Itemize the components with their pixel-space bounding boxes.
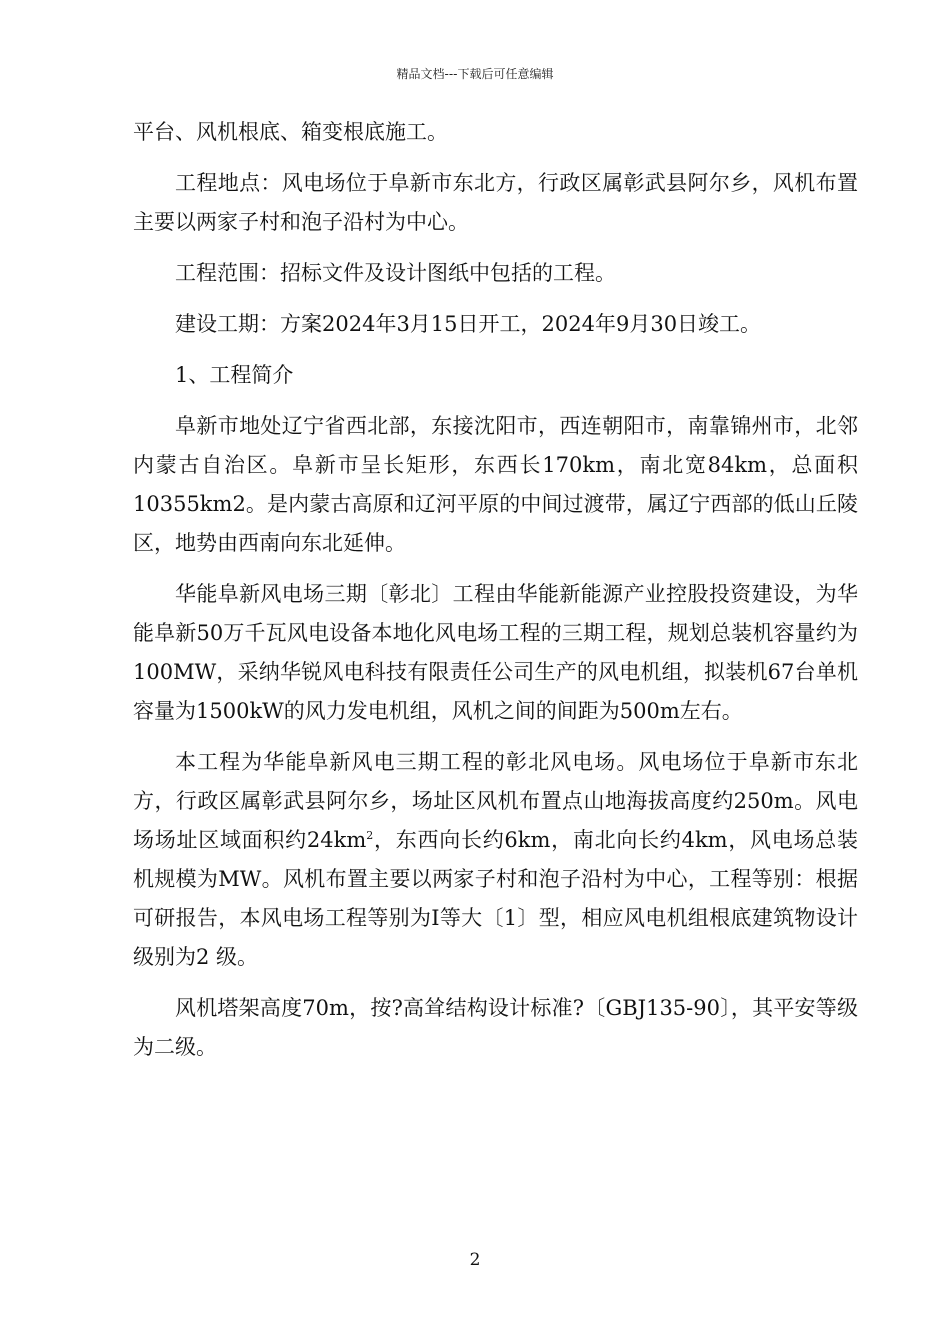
wind-farm-text-before-sup: 本工程为华能阜新风电三期工程的彰北风电场。风电场位于阜新市东北方，行政区属彰武县阿尔乡，场址区风机布置点山地海拔高度约250m。风电场场址区域面积约24km bbox=[133, 750, 858, 852]
paragraph-tower-height: 风机塔架高度70m，按?高耸结构设计标准?〔GBJ135-90〕，其平安等级为二级。 bbox=[133, 996, 858, 1059]
paragraph-project-investment: 华能阜新风电场三期〔彰北〕工程由华能新能源产业控股投资建设，为华能阜新50万千瓦风电设备本地化风电场工程的三期工程，规划总装机容量约为100MW，采纳华锐风电科技有限责任公司生产的风电机组，拟装机67台单机容量为1500kW的风力发电机组，风机之间的间距为500m左右。 bbox=[133, 582, 858, 723]
paragraph-construction-period: 建设工期：方案2024年3月15日开工，2024年9月30日竣工。 bbox=[175, 312, 762, 336]
area-unit-superscript: 2 bbox=[366, 829, 374, 842]
page-header: 精品文档---下载后可任意编辑 bbox=[396, 67, 554, 81]
paragraph-project-location: 工程地点：风电场位于阜新市东北方，行政区属彰武县阿尔乡，风机布置主要以两家子村和泡子沿村为中心。 bbox=[133, 171, 858, 234]
wind-farm-text-after-sup: ，东西向长约6km，南北向长约4km，风电场总装机规模为MW。风机布置主要以两家子村和泡子沿村为中心，工程等别：根据可研报告，本风电场工程等别为Ⅰ等大〔1〕型，相应风电机组根底建筑物设计级别为2 级。 bbox=[133, 828, 859, 969]
paragraph-project-scope: 工程范围：招标文件及设计图纸中包括的工程。 bbox=[175, 261, 616, 285]
paragraph-continuation: 平台、风机根底、箱变根底施工。 bbox=[133, 120, 448, 144]
paragraph-wind-farm-details bbox=[133, 743, 858, 977]
document-body bbox=[133, 113, 858, 1079]
section-heading-project-overview: 1、工程简介 bbox=[175, 363, 294, 387]
paragraph-fuxin-geography: 阜新市地处辽宁省西北部，东接沈阳市，西连朝阳市，南靠锦州市，北邻内蒙古自治区。阜新市呈长矩形，东西长170km，南北宽84km，总面积10355km2。是内蒙古高原和辽河平原的中间过渡带，属辽宁西部的低山丘陵区，地势由西南向东北延伸。 bbox=[133, 414, 858, 555]
page-number: 2 bbox=[469, 1250, 481, 1270]
